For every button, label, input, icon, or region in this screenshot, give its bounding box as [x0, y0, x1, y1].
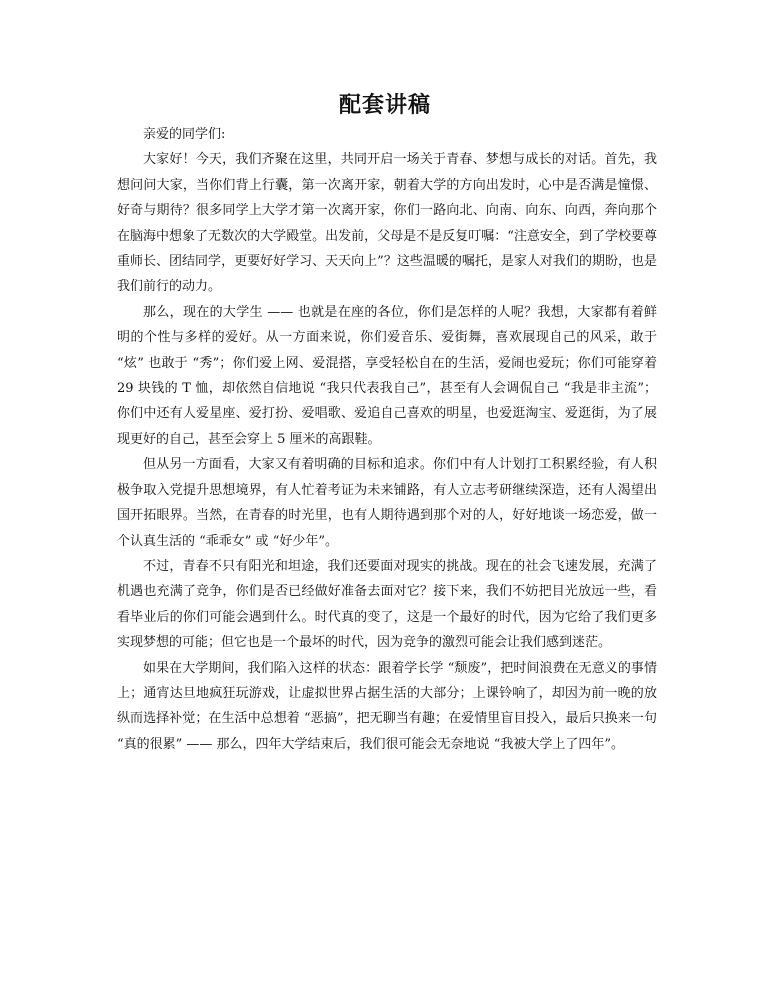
- body-paragraph: 但从另一方面看，大家又有着明确的目标和追求。你们中有人计划打工积累经验，有人积极争取入党提升思想境界，有人忙着考证为未来铺路，有人立志考研继续深造，还有人渴望出国开拓眼界。当然，在青春的时光里，也有人期待遇到那个对的人，好好地谈一场恋爱，做一个认真生活的 “乖乖女” 或 “好少年”。: [117, 457, 657, 549]
- document-body: [117, 122, 657, 757]
- body-paragraph: 大家好！今天，我们齐聚在这里，共同开启一场关于青春、梦想与成长的对话。首先，我想问问大家，当你们背上行囊，第一次离开家，朝着大学的方向出发时，心中是否满是憧憬、好奇与期待？很多同学上大学才第一次离开家，你们一路向北、向南、向东、向西，奔向那个在脑海中想象了无数次的大学殿堂。出发前，父母是不是反复叮嘱：“注意安全，到了学校要尊重师长、团结同学，更要好好学习、天天向上”？这些温暖的嘱托，是家人对我们的期盼，也是我们前行的动力。: [117, 152, 657, 295]
- body-paragraph: 如果在大学期间，我们陷入这样的状态：跟着学长学 “颓废”，把时间浪费在无意义的事情上；通宵达旦地疯狂玩游戏，让虚拟世界占据生活的大部分；上课铃响了，却因为前一晚的放纵而选择补觉；在生活中总想着 “恶搞”，把无聊当有趣；在爱情里盲目投入，最后只换来一句 “真的很累” —— 那么，四年大学结束后，我们很可能会无奈地说 “我被大学上了四年”。: [117, 660, 657, 752]
- body-paragraph: 不过，青春不只有阳光和坦途，我们还要面对现实的挑战。现在的社会飞速发展，充满了机遇也充满了竞争，你们是否已经做好准备去面对它？接下来，我们不妨把目光放远一些，看看毕业后的你们可能会遇到什么。时代真的变了，这是一个最好的时代，因为它给了我们更多实现梦想的可能；但它也是一个最坏的时代，因为竞争的激烈可能会让我们感到迷茫。: [117, 558, 657, 651]
- body-paragraph: 那么，现在的大学生 —— 也就是在座的各位，你们是怎样的人呢？我想，大家都有着鲜明的个性与多样的爱好。从一方面来说，你们爱音乐、爱街舞，喜欢展现自己的风采，敢于 “炫” 也敢于 “秀”；你们爱上网、爱混搭，享受轻松自在的生活，爱闹也爱玩；你们可能穿着 29 块钱的 T 恤，却依然自信地说 “我只代表我自己”，甚至有人会调侃自己 “我是非主流”；你们中还有人爱星座、爱打扮、爱唱歌、爱追自己喜欢的明星，也爱逛淘宝、爱逛街，为了展现更好的自己，甚至会穿上 5 厘米的高跟鞋。: [117, 304, 657, 447]
- salutation-paragraph: 亲爱的同学们:: [143, 127, 226, 142]
- document-title: 配套讲稿: [338, 92, 431, 118]
